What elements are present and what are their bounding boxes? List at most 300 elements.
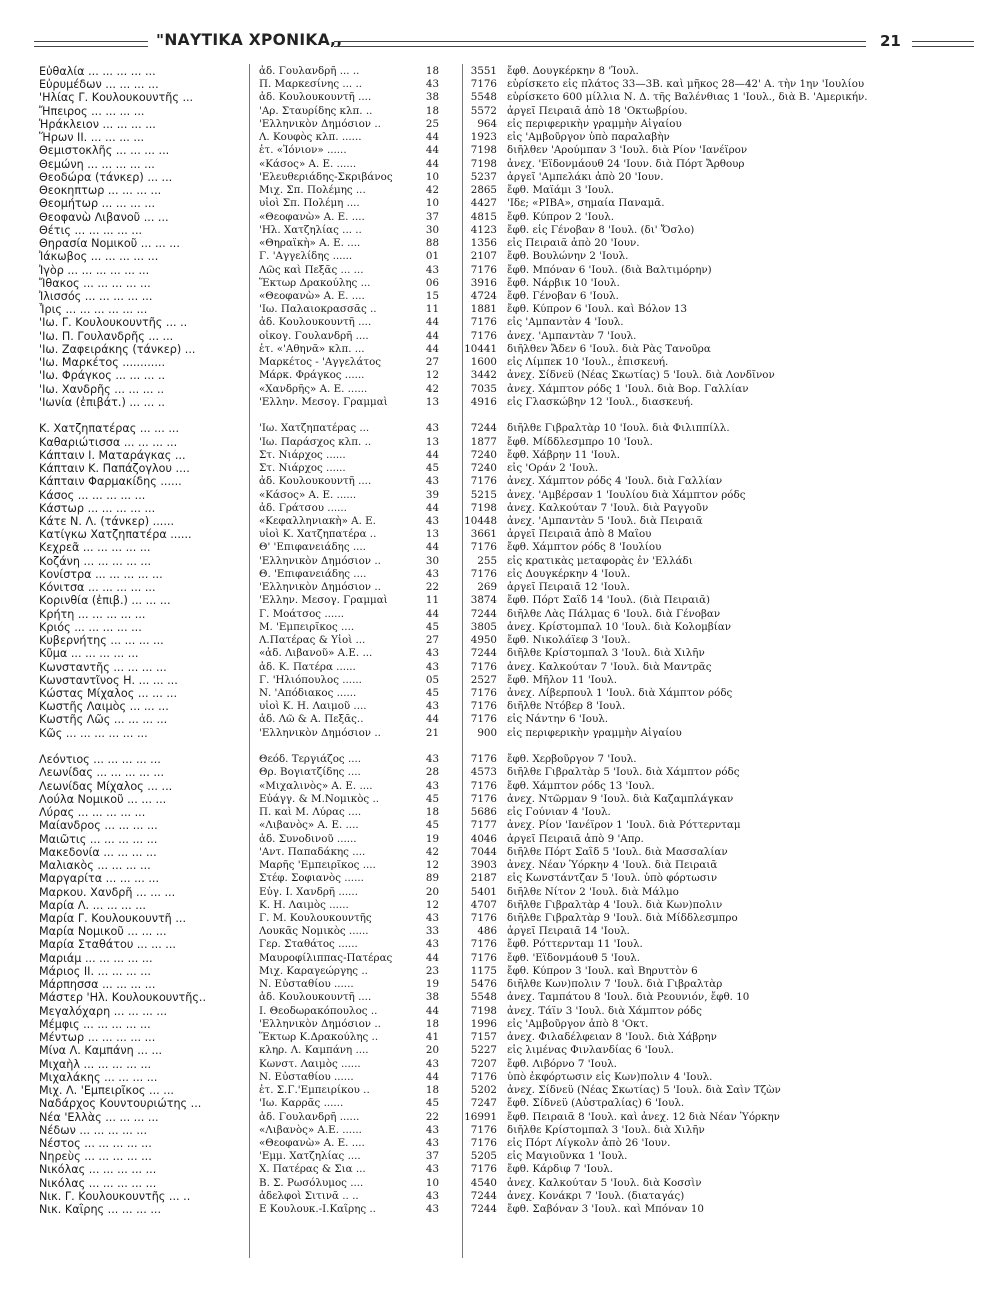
tonnage: 7244 <box>470 1203 497 1216</box>
tonnage: 7207 <box>470 1057 497 1070</box>
ship-name: 'Ιωνία (ἐπιβάτ.) ... ... .. <box>39 395 165 409</box>
position: ἀνεχ. 'Αμπαντὰν 7 'Ιουλ. <box>507 329 637 342</box>
tonnage: 7176 <box>470 78 497 91</box>
ship-name: Ἤπειρος ... ... ... ... <box>39 104 145 118</box>
owner: 'Ελληνικὸν Δημόσιον .. <box>259 554 381 567</box>
nrt: 44 <box>425 131 439 144</box>
ship-name: Θεοκηπτωρ ... ... ... ... <box>39 184 162 198</box>
owner: Εὐγ. Ι. Χανδρῆ ...... <box>259 885 358 898</box>
position: ἔφθ. Νάρβικ 10 'Ιουλ. <box>507 276 620 289</box>
tonnage: 5237 <box>470 170 497 183</box>
ship-name: Κόνιτσα ... ... ... ... ... <box>39 581 156 595</box>
position: ἀνεχ. Σίδνεϋ (Νέας Σκωτίας) 5 'Ιουλ. διὰ Σαὶν Τζὼν <box>507 1084 781 1097</box>
nrt: 44 <box>425 607 439 620</box>
position: ἀνεχ. Καλκούταν 7 'Ιουλ. διὰ Ραγγοῦν <box>507 501 709 514</box>
position: εἰς Νάντην 6 'Ιουλ. <box>507 713 609 726</box>
tonnage: 7176 <box>470 779 497 792</box>
page-header <box>34 30 974 56</box>
ship-name: Νικ. Καΐρης ... ... ... ... <box>39 1203 162 1217</box>
owner: Λῶς καὶ Πεξᾶς ... ... <box>259 263 364 276</box>
ship-name: Μαρία Νομικοῦ ... ... ... <box>39 925 167 939</box>
nrt: 43 <box>425 1203 439 1216</box>
tonnage: 7176 <box>470 541 497 554</box>
ship-name: Λεόντιος ... ... ... ... ... <box>39 753 161 767</box>
owner: 'Αντ. Παπαδάκης .... <box>259 845 366 858</box>
owner: Χ. Πατέρας & Σια ... <box>259 1163 366 1176</box>
tonnage: 7177 <box>470 819 497 832</box>
header-rule-middle <box>334 41 866 47</box>
owner: 'Ελλην. Μεσογ. Γραμμαὶ <box>259 594 388 607</box>
nrt: 37 <box>425 210 439 223</box>
tonnage: 4427 <box>470 197 497 210</box>
nrt: 43 <box>425 475 439 488</box>
owner: 'Ιω. Χατζηπατέρας ... <box>259 422 370 435</box>
nrt: 89 <box>425 872 439 885</box>
position: ἀνεχ. Ντῶρμαν 9 'Ιουλ. διὰ Καζαμπλάγκαν <box>507 792 734 805</box>
tonnage: 7176 <box>470 713 497 726</box>
nrt: 43 <box>425 753 439 766</box>
tonnage: 7176 <box>470 1070 497 1083</box>
position: ἀνεχ. Κονάκρι 7 'Ιουλ. (διαταγάς) <box>507 1189 685 1202</box>
nrt: 28 <box>425 766 439 779</box>
owner: Μαυροφίλιππας-Πατέρας <box>259 951 393 964</box>
ship-name: Ἰάκωβος ... ... ... ... ... <box>39 250 159 264</box>
nrt: 43 <box>425 938 439 951</box>
nrt: 21 <box>425 726 439 739</box>
position: ἀργεῖ Πειραιᾶ ἀπὸ 8 Μαΐου <box>507 528 652 541</box>
owner: Γ. 'Ηλιόπουλος ...... <box>259 673 362 686</box>
owner: 'Ελλην. Μεσογ. Γραμμαὶ <box>259 395 388 408</box>
nrt: 12 <box>425 369 439 382</box>
ship-name: Μάρπησσα ... ... ... ... <box>39 978 156 992</box>
nrt: 10 <box>425 170 439 183</box>
nrt: 44 <box>425 316 439 329</box>
tonnage: 7176 <box>470 938 497 951</box>
nrt: 45 <box>425 687 439 700</box>
owner: Λ.Πατέρας & Υἱοὶ ... <box>259 634 366 647</box>
nrt: 20 <box>425 885 439 898</box>
ship-name: Θεοφανὼ Λιβανοῦ ... ... <box>39 210 169 224</box>
owner: Στ. Νιάρχος ...... <box>259 448 346 461</box>
nrt: 44 <box>425 448 439 461</box>
ship-name: Μάριος ΙΙ. ... ... ... ... <box>39 964 151 978</box>
position: διῆλθε Γιβραλτὰρ 10 'Ιουλ. διὰ Φιλιππίλλ. <box>507 422 730 435</box>
tonnage: 7198 <box>470 501 497 514</box>
nrt: 42 <box>425 382 439 395</box>
nrt: 23 <box>425 964 439 977</box>
tonnage: 3903 <box>470 859 497 872</box>
ship-name: Κάπταιν Ι. Ματαράγκας ... <box>39 448 186 462</box>
position: εἰς Γλασκώβην 12 'Ιουλ., διασκευή. <box>507 395 694 408</box>
nrt: 13 <box>425 395 439 408</box>
nrt: 45 <box>425 792 439 805</box>
nrt: 42 <box>425 184 439 197</box>
ship-name: Μέντωρ ... ... ... ... ... <box>39 1031 156 1045</box>
position: ἀνεχ. Φιλαδέλφειαν 8 'Ιουλ. διὰ Χάβρην <box>507 1031 717 1044</box>
tonnage: 7176 <box>470 951 497 964</box>
nrt: 44 <box>425 541 439 554</box>
ship-name: Μαίανδρος ... ... ... ... <box>39 819 158 833</box>
nrt: 43 <box>425 1057 439 1070</box>
ship-name: Κοζάνη ... ... ... ... ... <box>39 554 152 568</box>
position: ἔφθ. 'Εϊδονμάουθ 5 'Ιουλ. <box>507 951 641 964</box>
nrt: 43 <box>425 1136 439 1149</box>
position: ἀνεχ. Καλκούταν 7 'Ιουλ. διὰ Μαντρᾶς <box>507 660 712 673</box>
position: ἔφθ. Μῆλον 11 'Ιουλ. <box>507 673 617 686</box>
nrt: 13 <box>425 528 439 541</box>
position: ἔφθ. Ρόττερνταμ 11 'Ιουλ. <box>507 938 643 951</box>
owner: «Λιβανὸς» Α. Ε. .... <box>259 819 359 832</box>
position: ἀνεχ. Λίβερπουλ 1 'Ιουλ. διὰ Χάμπτον ρόδς <box>507 687 733 700</box>
tonnage: 5686 <box>470 806 497 819</box>
ship-name: Θηρασία Νομικοῦ ... ... ... <box>39 237 180 251</box>
owner: Μαρκέτος - 'Αγγελάτος <box>259 356 382 369</box>
ship-name: Κριός ... ... ... ... ... <box>39 620 142 634</box>
nrt: 18 <box>425 1017 439 1030</box>
tonnage: 2865 <box>470 184 497 197</box>
owner: ἀδ. Κουλουκουντῆ .... <box>259 91 372 104</box>
tonnage: 964 <box>477 117 497 130</box>
ship-name: Κωστῆς Λαιμὸς ... ... ... <box>39 700 169 714</box>
ship-name: Μαριάμ ... ... ... ... ... <box>39 951 153 965</box>
ship-name: Μαρκου. Χανδρῆ ... ... ... <box>39 885 176 899</box>
nrt: 43 <box>425 263 439 276</box>
ship-name: Ἰλισσός ... ... ... ... ... <box>39 289 153 303</box>
position: ἔφθ. Μίδδλεσμπρο 10 'Ιουλ. <box>507 435 653 448</box>
owner: 'Ιω. Παράσχος κλπ. .. <box>259 435 372 448</box>
tonnage: 7176 <box>470 475 497 488</box>
ship-name: Κορινθία (ἐπιβ.) ... ... ... <box>39 594 171 608</box>
ship-name: Λεωνίδας Μίχαλος ... ... <box>39 779 173 793</box>
ship-name: Μέμφις ... ... ... ... ... <box>39 1017 151 1031</box>
ship-name: Μαλιακὸς ... ... ... ... <box>39 859 151 873</box>
ship-name: Νικόλας ... ... ... ... ... <box>39 1163 157 1177</box>
position: ἀνεχ. Χάμπτον ρόδς 1 'Ιουλ. διὰ Βορ. Γαλλίαν <box>507 382 749 395</box>
position: εἰς 'Οράν 2 'Ιουλ. <box>507 462 599 475</box>
ship-name: Κυβερνήτης ... ... ... ... <box>39 634 164 648</box>
nrt: 22 <box>425 1110 439 1123</box>
owner: υἱοὶ Κ. Χατζηπατέρα .. <box>259 528 377 541</box>
position: διῆλθε Ντόβερ 8 'Ιουλ. <box>507 700 626 713</box>
owner: «Κάσος» Α. Ε. ...... <box>259 488 357 501</box>
tonnage: 1881 <box>470 303 497 316</box>
tonnage: 1175 <box>470 964 497 977</box>
position: εἰς λιμένας Φινλανδίας 6 'Ιουλ. <box>507 1044 674 1057</box>
tonnage: 7157 <box>470 1031 497 1044</box>
tonnage: 7035 <box>470 382 497 395</box>
header-rule-left <box>34 41 148 47</box>
ship-name: Θεομήτωρ ... ... ... ... <box>39 197 156 211</box>
nrt: 44 <box>425 329 439 342</box>
position: ἀνεχ. 'Αμβέρσαν 1 'Ιουλίου διὰ Χάμπτον ρόδς <box>507 488 746 501</box>
ship-name: Θεμιστοκλῆς ... ... ... ... <box>39 144 170 158</box>
tonnage: 7176 <box>470 1136 497 1149</box>
ship-name: Κῦμα ... ... ... ... ... <box>39 647 139 661</box>
owner: κληρ. Λ. Καμπάνη .... <box>259 1044 369 1057</box>
tonnage: 7176 <box>470 912 497 924</box>
tonnage: 5476 <box>470 978 497 991</box>
position: εἰς 'Αμβοῦργον ὑπὸ παραλαβὴν <box>507 131 670 144</box>
ship-name: Κ. Χατζηπατέρας ... ... ... <box>39 422 180 436</box>
position: ἔφθ. Κάρδιφ 7 'Ιουλ. <box>507 1163 613 1176</box>
owner: ἀδ. Κουλουκουντῆ .... <box>259 316 372 329</box>
ship-name: Κωστῆς Λῶς ... ... ... ... <box>39 713 168 727</box>
position: ἀργεῖ 'Αμπελάκι ἀπὸ 20 'Ιουν. <box>507 170 664 183</box>
owner: Ι. Θεοδωρακόπουλος .. <box>259 1004 378 1017</box>
position: εὑρίσκετο εἰς πλάτος 33—3Β. καὶ μῆκος 28—42' Α. τὴν 1ην 'Ιουλίου <box>507 78 865 91</box>
nrt: 18 <box>425 1084 439 1097</box>
nrt: 44 <box>425 951 439 964</box>
tonnage: 4573 <box>470 766 497 779</box>
ship-name: Ἥρων ΙΙ. ... ... ... ... <box>39 131 145 145</box>
owner: 'Ιω. Καρρᾶς ...... <box>259 1097 344 1110</box>
position: εἰς κρατικὰς μεταφορὰς ἐν 'Ελλάδι <box>507 554 693 567</box>
nrt: 44 <box>425 1004 439 1017</box>
tonnage: 269 <box>477 581 497 594</box>
tonnage: 3874 <box>470 594 497 607</box>
position: ἀνεχ. Χάμπτον ρόδς 4 'Ιουλ. διὰ Γαλλίαν <box>507 475 723 488</box>
ship-name: Νηρεὺς ... ... ... ... ... <box>39 1150 152 1164</box>
tonnage: 4540 <box>470 1176 497 1189</box>
ship-name: Θεμώνη ... ... ... ... ... <box>39 157 155 171</box>
owner: 'Ελληνικὸν Δημόσιον .. <box>259 726 381 739</box>
ship-name: Μίνα Λ. Καμπάνη ... ... <box>39 1044 163 1058</box>
nrt: 11 <box>425 594 439 607</box>
owner: Λ. Κουφὸς κλπ. ...... <box>259 131 362 144</box>
owner: ἑτ. Σ.Γ.'Εμπειρίκου .. <box>259 1084 370 1097</box>
owner: Γερ. Σταθάτος ...... <box>259 938 358 951</box>
nrt: 43 <box>425 779 439 792</box>
ship-name: Μαρία Σταθάτου ... ... ... <box>39 938 176 952</box>
ship-name: Κάπταιν Κ. Παπάζογλου .... <box>39 462 190 476</box>
nrt: 06 <box>425 276 439 289</box>
ship-name: Μαιῶτις ... ... ... ... ... <box>39 832 158 846</box>
tonnage: 2527 <box>470 673 497 686</box>
owner: Μ. 'Εμπειρῖκος .... <box>259 620 355 633</box>
tonnage: 7198 <box>470 1004 497 1017</box>
position: ἀνεχ. Καλκούταν 5 'Ιουλ. διὰ Κοσσὶν <box>507 1176 702 1189</box>
position: εὑρίσκετο 600 μίλλια Ν. Δ. τῆς Βαλένθιας 1 'Ιουλ., διὰ Β. 'Αμερικήν. <box>507 91 868 104</box>
tonnage: 5227 <box>470 1044 497 1057</box>
nrt: 19 <box>425 978 439 991</box>
owner: Γ. Μ. Κουλουκουντῆς <box>259 912 372 924</box>
tonnage: 10448 <box>464 514 497 527</box>
position: ἔφθ. Χάβρην 11 'Ιουλ. <box>507 448 621 461</box>
position: ἀνεχ. Ρίον 'Ιανέϊρον 1 'Ιουλ. διὰ Ρόττερνταμ <box>507 819 741 832</box>
owner: 'Ελληνικὸν Δημόσιον .. <box>259 581 381 594</box>
ship-name: Μαρία Γ. Κουλουκουντῆ ... <box>39 912 186 925</box>
nrt: 45 <box>425 1097 439 1110</box>
owner: ἀδ. Συνοδινοῦ ...... <box>259 832 357 845</box>
nrt: 19 <box>425 832 439 845</box>
owner: ἀδ. Κουλουκουντῆ .... <box>259 991 372 1004</box>
ship-name: Λεωνίδας ... ... ... ... ... <box>39 766 165 780</box>
owner: 'Ελληνικὸν Δημόσιον .. <box>259 1017 381 1030</box>
position: ἔφθ. Χάμπτον ρόδς 8 'Ιουλίου <box>507 541 662 554</box>
owner: υἱοὶ Σπ. Πολέμη .... <box>259 197 360 210</box>
ship-name: Ἶρις ... ... ... ... ... ... <box>39 303 148 317</box>
tonnage: 5202 <box>470 1084 497 1097</box>
position: ἀργεῖ Πειραιᾶ ἀπὸ 9 'Απρ. <box>507 832 644 845</box>
position: ἔφθ. Κύπρον 3 'Ιουλ. καὶ Βηρυττὸν 6 <box>507 964 698 977</box>
tonnage: 4724 <box>470 289 497 302</box>
ship-name: Μεγαλόχαρη ... ... ... ... <box>39 1004 168 1018</box>
owner: 'Εμμ. Χατζηλίας .... <box>259 1150 361 1163</box>
ship-name: Νέστος ... ... ... ... ... <box>39 1136 152 1150</box>
owner: «Λιβανὸς» Α.Ε. ...... <box>259 1123 362 1136</box>
position: εἰς Πόρτ Λίγκολν ἀπὸ 26 'Ιουν. <box>507 1136 671 1149</box>
owner: Μάρκ. Φράγκος ...... <box>259 369 365 382</box>
position: διῆλθε Νίτον 2 'Ιουλ. διὰ Μάλμο <box>507 885 679 898</box>
ship-name: Κρήτη ... ... ... ... ... <box>39 607 146 621</box>
owner: 'Ελευθεριάδης-Σκριβάνος <box>259 170 393 183</box>
position: ἀνεχ. Σίδνεϋ (Νέας Σκωτίας) 5 'Ιουλ. διὰ Λονδῖνον <box>507 369 775 382</box>
tonnage: 4707 <box>470 898 497 911</box>
position: ἀνεχ. Τάϊν 3 'Ιουλ. διὰ Χάμπτον ρόδς <box>507 1004 702 1017</box>
nrt: 43 <box>425 78 439 91</box>
owner: Μιχ. Σπ. Πολέμης ... <box>259 184 366 197</box>
ship-name: Μιχ. Λ. 'Εμπειρῖκος ... ... <box>39 1084 174 1098</box>
position: διῆλθε Κρίστομπαλ 3 'Ιουλ. διὰ Χιλῆν <box>507 647 705 660</box>
tonnage: 2107 <box>470 250 497 263</box>
position: ἔφθ. Σίδνεϋ (Αὐστραλίας) 6 'Ιουλ. <box>507 1097 685 1110</box>
position: ἔφθ. Νικολάϊεφ 3 'Ιουλ. <box>507 634 631 647</box>
nrt: 27 <box>425 634 439 647</box>
nrt: 43 <box>425 912 439 924</box>
position: εἰς 'Αμβοῦργον ἀπὸ 8 'Οκτ. <box>507 1017 649 1030</box>
owner: Π. Μαρκεσίνης ... .. <box>259 78 363 91</box>
tonnage: 7244 <box>470 647 497 660</box>
position: 'Ιδε; «ΡΙΒΑ», σημαία Παναμᾶ. <box>507 197 665 210</box>
ship-name: Κάστωρ ... ... ... ... ... <box>39 501 156 515</box>
tonnage: 10441 <box>464 342 497 355</box>
owner: «Θεοφανὼ» Α. Ε. .... <box>259 1136 365 1149</box>
tonnage: 3805 <box>470 620 497 633</box>
position: ἀνεχ. 'Αμπαντὰν 5 'Ιουλ. διὰ Πειραιᾶ <box>507 514 703 527</box>
owner: «ἀδ. Λιβανοῦ» Α.Ε. ... <box>259 647 373 660</box>
nrt: 38 <box>425 91 439 104</box>
position: διῆλθε Λὰς Πάλμας 6 'Ιουλ. διὰ Γένοβαν <box>507 607 721 620</box>
nrt: 18 <box>425 65 439 77</box>
position: ἔφθ. Κύπρον 6 'Ιουλ. καὶ Βόλον 13 <box>507 303 688 316</box>
ship-name: 'Ιω. Γ. Κουλουκουντῆς ... .. <box>39 316 188 330</box>
owner: ἀδ. Γράτσου ...... <box>259 501 347 514</box>
position: ἔφθ. Σαβόναν 3 'Ιουλ. καὶ Μπόναν 10 <box>507 1203 704 1216</box>
owner: ἀδ. Λῶ & Α. Πεξᾶς.. <box>259 713 364 726</box>
tonnage: 7240 <box>470 448 497 461</box>
nrt: 12 <box>425 859 439 872</box>
header-rule-right <box>912 41 974 47</box>
tonnage: 1996 <box>470 1017 497 1030</box>
nrt: 13 <box>425 435 439 448</box>
owner: ἑτ. «Ἰόνιον» ...... <box>259 144 347 157</box>
ship-name: Εὐθαλία ... ... ... ... ... <box>39 65 156 78</box>
ship-name: Νέα 'Ελλὰς ... ... ... ... <box>39 1110 159 1124</box>
nrt: 44 <box>425 713 439 726</box>
nrt: 43 <box>425 700 439 713</box>
ship-name: Λούλα Νομικοῦ ... ... ... <box>39 792 167 806</box>
ship-name: Κώστας Μίχαλος ... ... ... <box>39 687 178 701</box>
owner: 'Ελληνικὸν Δημόσιον .. <box>259 117 381 130</box>
nrt: 45 <box>425 462 439 475</box>
page-number: 21 <box>880 32 901 50</box>
position: ἀνεχ. Κρίστομπαλ 10 'Ιουλ. διὰ Κολομβίαν <box>507 620 732 633</box>
tonnage: 7176 <box>470 1163 497 1176</box>
tonnage: 7240 <box>470 462 497 475</box>
position: διῆλθεν Ἄδεν 6 'Ιουλ. διὰ Ρὰς Τανοῦρα <box>507 342 711 355</box>
tonnage: 7176 <box>470 263 497 276</box>
owner: ἀδ. Κουλουκουντῆ .... <box>259 475 372 488</box>
nrt: 30 <box>425 223 439 236</box>
position: ἔφθ. Μπόναν 6 'Ιουλ. (διὰ Βαλτιμόρην) <box>507 263 712 276</box>
tonnage: 7176 <box>470 753 497 766</box>
owner: Κ. Η. Λαιμὸς ...... <box>259 898 349 911</box>
ship-name: 'Ιω. Φράγκος ... ... ... .. <box>39 369 166 383</box>
tonnage: 7244 <box>470 607 497 620</box>
position: εἰς 'Αμπαντὰν 4 'Ιουλ. <box>507 316 624 329</box>
position: εἰς Γούνιαν 4 'Ιουλ. <box>507 806 611 819</box>
ship-name: Θεοδώρα (τάνκερ) ... ... <box>39 170 173 184</box>
tonnage: 7176 <box>470 1123 497 1136</box>
tonnage: 1923 <box>470 131 497 144</box>
owner: «Κεφαλληνιακὴ» Α. Ε. <box>259 514 376 527</box>
position: ἔφθ. Χάμπτον ρόδς 13 'Ιουλ. <box>507 779 655 792</box>
ship-name: Κάσος ... ... ... ... ... <box>39 488 146 502</box>
owner: ἀδελφοὶ Σιτινᾶ .. .. <box>259 1189 359 1202</box>
position: ἔφθ. Δουγκέρκην 8 'Ἰουλ. <box>507 65 639 77</box>
owner: Ε Κουλουκ.-Ι.Καΐρης .. <box>259 1203 376 1216</box>
tonnage: 3916 <box>470 276 497 289</box>
owner: Π. καὶ Μ. Λύρας .... <box>259 806 362 819</box>
owner: 'Ηλ. Χατζηλίας ... .. <box>259 223 362 236</box>
ship-name: Καθαριώτισσα ... ... ... ... <box>39 435 178 449</box>
nrt: 38 <box>425 991 439 1004</box>
nrt: 33 <box>425 925 439 938</box>
position: ὑπὸ ἐκφόρτωσιν εἰς Κων)πολιν 4 'Ιουλ. <box>507 1070 713 1083</box>
ship-name: Νικόλας ... ... ... ... ... <box>39 1176 157 1190</box>
tonnage: 5401 <box>470 885 497 898</box>
position: διῆλθε Γιβραλτὰρ 4 'Ιουλ. διὰ Κων)πολιν <box>507 898 723 911</box>
owner: Β. Σ. Ρωσόλυμος .... <box>259 1176 364 1189</box>
nrt: 10 <box>425 1176 439 1189</box>
tonnage: 900 <box>477 726 497 739</box>
owner: Ἕκτωρ Δρακούλης ... <box>259 276 371 289</box>
position: διῆλθε Γιβραλτὰρ 5 'Ιουλ. διὰ Χάμπτον ρόδς <box>507 766 740 779</box>
ship-name: Κῶς ... ... ... ... ... ... <box>39 726 148 740</box>
nrt: 44 <box>425 157 439 170</box>
tonnage: 3551 <box>470 65 497 77</box>
position: ἀνεχ. 'Εϊδονμάουθ 24 'Ιουν. διὰ Πόρτ Ἄρθουρ <box>507 157 745 170</box>
nrt: 43 <box>425 647 439 660</box>
position: εἰς Κωνστάντζαν 5 'Ιουλ. ὑπὸ φόρτωσιν <box>507 872 718 885</box>
tonnage: 4815 <box>470 210 497 223</box>
nrt: 18 <box>425 806 439 819</box>
ship-name: Κάτε Ν. Λ. (τάνκερ) ...... <box>39 514 175 528</box>
position: ἔφθ. Κύπρον 2 'Ιουλ. <box>507 210 614 223</box>
ship-name: Κονίστρα ... ... ... ... ... <box>39 567 163 581</box>
tonnage: 7176 <box>470 329 497 342</box>
ship-name: Ἰγὸρ ... ... ... ... ... ... <box>39 263 150 277</box>
nrt: 43 <box>425 1189 439 1202</box>
ship-name: Νικ. Γ. Κουλουκουντῆς ... .. <box>39 1189 191 1203</box>
ship-name: Κωνσταντῆς ... ... ... ... <box>39 660 167 674</box>
nrt: 43 <box>425 1163 439 1176</box>
tonnage: 7176 <box>470 700 497 713</box>
position: εἰς Πειραιᾶ ἀπὸ 20 'Ιουν. <box>507 237 640 250</box>
position: ἔφθ. Χερβοῦργον 7 'Ιουλ. <box>507 753 637 766</box>
nrt: 43 <box>425 567 439 580</box>
nrt: 43 <box>425 1123 439 1136</box>
